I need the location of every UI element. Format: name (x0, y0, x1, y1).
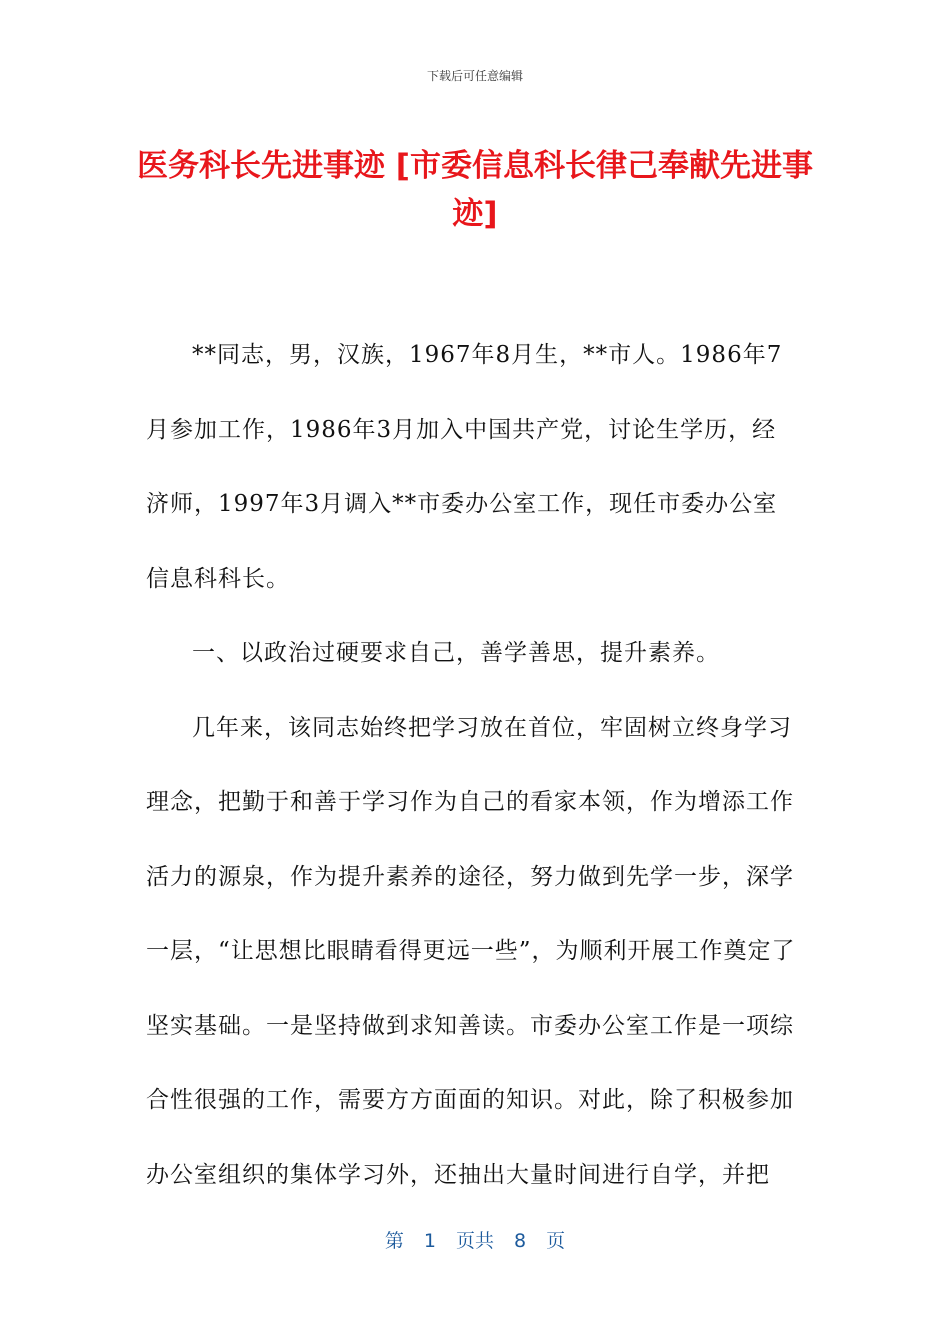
page-footer: 第 1 页共 8 页 (384, 1230, 566, 1252)
paragraph-intro: **同志，男，汉族，1967年8月生，**市人。1986年7月参加工作，1986年3月加入中国共产党，讨论生学历，经济师，1997年3月调入**市委办公室工作，现任市委办公室信息科科长。 (146, 342, 783, 592)
document-body (146, 318, 796, 1212)
document-title: 医务科长先进事迹 [市委信息科长律己奉献先进事迹] (137, 148, 813, 232)
header-note: 下载后可任意编辑 (426, 69, 523, 83)
paragraph-heading-1: 一、以政治过硬要求自己，善学善思，提升素养。 (192, 640, 720, 666)
paragraph-study: 几年来，该同志始终把学习放在首位，牢固树立终身学习理念，把勤于和善于学习作为自己的看家本领，作为增添工作活力的源泉，作为提升素养的途径，努力做到先学一步，深学一层，“让思想比眼睛看得更远一些”，为顺利开展工作奠定了坚实基础。一是坚持做到求知善读。市委办公室工作是一项综合性很强的工作，需要方方面面的知识。对此，除了积极参加办公室组织的集体学习外，还抽出大量时间进行自学，并把 (146, 714, 796, 1188)
